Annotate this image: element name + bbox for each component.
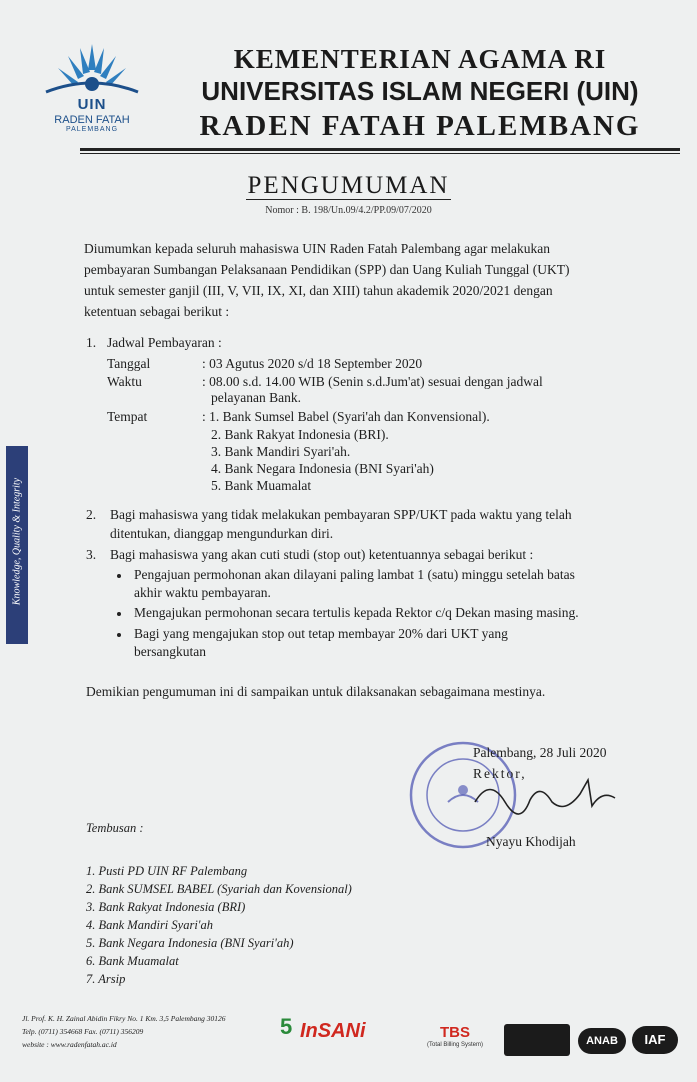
- tembusan-item: 7. Arsip: [86, 972, 126, 986]
- header-ministry: KEMENTERIAN AGAMA RI: [233, 44, 607, 74]
- item1-number: 1.: [86, 335, 97, 350]
- bullet-icon: [117, 633, 121, 637]
- tembusan-item: 4. Bank Mandiri Syari'ah: [86, 918, 213, 932]
- bank-item: 4. Bank Negara Indonesia (BNI Syari'ah): [211, 461, 434, 476]
- tembusan-item: 2. Bank SUMSEL BABEL (Syariah dan Kovensional): [86, 882, 352, 896]
- tembusan-item: 6. Bank Muamalat: [86, 954, 179, 968]
- header-rule-thin: [80, 153, 680, 154]
- footer-address: Jl. Prof. K. H. Zainal Abidin Fikry No. 1 Km. 3,5 Palembang 30126: [22, 1014, 226, 1023]
- bullet-icon: [117, 612, 121, 616]
- tbs-logo: TBS: [440, 1024, 470, 1041]
- bank-item: 2. Bank Rakyat Indonesia (BRI).: [211, 427, 389, 442]
- logo-uin-text: UIN: [77, 96, 107, 113]
- tembusan-item: 3. Bank Rakyat Indonesia (BRI): [86, 900, 246, 914]
- sign-name: Nyayu Khodijah: [486, 834, 576, 849]
- bullet-icon: [117, 574, 121, 578]
- tembusan-item: 1. Pusti PD UIN RF Palembang: [86, 864, 248, 878]
- tembusan-item: 5. Bank Negara Indonesia (BNI Syari'ah): [86, 936, 294, 950]
- header-rule-thick: [80, 148, 680, 151]
- intro-line: pembayaran Sumbangan Pelaksanaan Pendidikan (SPP) dan Uang Kuliah Tunggal (UKT): [84, 262, 570, 277]
- item3-bullet: akhir waktu pembayaran.: [134, 585, 271, 600]
- intro-line: ketentuan sebagai berikut :: [84, 304, 230, 319]
- header-university: UNIVERSITAS ISLAM NEGERI (UIN): [201, 76, 639, 106]
- footer-phone: Telp. (0711) 354668 Fax. (0711) 356209: [22, 1027, 144, 1036]
- sign-place-date: Palembang, 28 Juli 2020: [473, 745, 607, 760]
- tembusan-title: Tembusan :: [86, 821, 144, 835]
- item2-line: ditentukan, dianggap mengundurkan diri.: [110, 526, 334, 541]
- logo-emblem-icon: [36, 40, 148, 98]
- insani-logo: InSANi: [300, 1020, 366, 1042]
- page-title: PENGUMUMAN: [247, 172, 450, 199]
- logo-raden-fatah-text: RADEN FATAH: [54, 114, 130, 126]
- item3-bullet: bersangkutan: [134, 644, 206, 659]
- iaf-badge: IAF: [632, 1026, 678, 1054]
- waktu-label: Waktu: [107, 374, 142, 389]
- header-campus: RADEN FATAH PALEMBANG: [199, 110, 641, 142]
- item3-line: Bagi mahasiswa yang akan cuti studi (stop out) ketentuannya sebagai berikut :: [110, 547, 534, 562]
- waktu-value: : 08.00 s.d. 14.00 WIB (Senin s.d.Jum'at) sesuai dengan jadwal: [202, 374, 543, 389]
- tanggal-value: : 03 Agutus 2020 s/d 18 September 2020: [202, 356, 423, 371]
- tanggal-label: Tanggal: [107, 356, 151, 371]
- logo-city-text: PALEMBANG: [65, 126, 119, 133]
- uin-logo: [36, 40, 148, 150]
- intro-line: Diumumkan kepada seluruh mahasiswa UIN Raden Fatah Palembang agar melakukan: [84, 241, 550, 256]
- tbs-subtitle: (Total Billing System): [426, 1042, 483, 1048]
- item3-number: 3.: [86, 547, 97, 562]
- tempat-label: Tempat: [107, 409, 148, 424]
- item2-line: Bagi mahasiswa yang tidak melakukan pembayaran SPP/UKT pada waktu yang telah: [110, 507, 572, 522]
- footer-website: website : www.radenfatah.ac.id: [22, 1040, 117, 1049]
- bank-item: 3. Bank Mandiri Syari'ah.: [211, 444, 351, 459]
- bank-item: : 1. Bank Sumsel Babel (Syari'ah dan Konvensional).: [202, 409, 490, 424]
- waktu-value-cont: pelayanan Bank.: [211, 390, 301, 405]
- side-banner: Knowledge, Quality & Integrity: [6, 446, 28, 644]
- anab-badge: ANAB: [578, 1028, 626, 1054]
- item3-bullet: Mengajukan permohonan secara tertulis kepada Rektor c/q Dekan masing masing.: [134, 605, 579, 620]
- item1-label: Jadwal Pembayaran :: [107, 335, 222, 350]
- item2-number: 2.: [86, 507, 97, 522]
- letter-number: Nomor : B. 198/Un.09/4.2/PP.09/07/2020: [265, 205, 432, 216]
- anniversary-badge-icon: 5: [280, 1014, 293, 1039]
- item3-bullet: Pengajuan permohonan akan dilayani paling lambat 1 (satu) minggu setelah batas: [134, 567, 575, 582]
- certification-badge-icon: [504, 1024, 570, 1056]
- item3-bullet: Bagi yang mengajukan stop out tetap membayar 20% dari UKT yang: [134, 626, 508, 641]
- closing-text: Demikian pengumuman ini di sampaikan untuk dilaksanakan sebagaimana mestinya.: [86, 684, 546, 699]
- intro-line: untuk semester ganjil (III, V, VII, IX, XI, dan XIII) tahun akademik 2020/2021 dengan: [84, 283, 553, 298]
- bank-item: 5. Bank Muamalat: [211, 478, 312, 493]
- sign-role: Rektor,: [473, 766, 527, 781]
